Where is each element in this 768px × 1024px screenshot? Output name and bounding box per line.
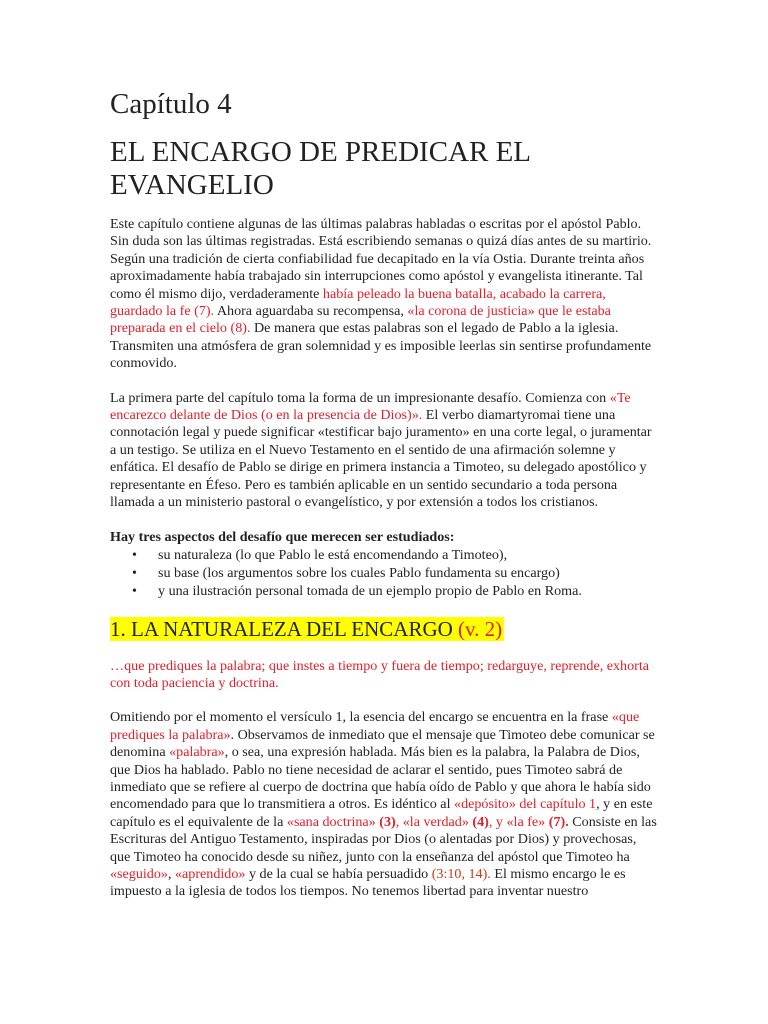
- chapter-title-line2: EVANGELIO: [110, 169, 274, 201]
- list-item-text: su naturaleza (lo que Pablo le está encomendando a Timoteo),: [158, 546, 508, 563]
- scripture-highlight: «palabra»: [169, 744, 225, 761]
- scripture-reference: (3:10, 14).: [431, 865, 491, 882]
- scripture-highlight: «seguido»: [110, 865, 168, 882]
- scripture-highlight: «Te encarezco delante de Dios (o en la presencia de Dios)».: [110, 389, 631, 424]
- list-item-text: su base (los argumentos sobre los cuales Pablo fundamenta su encargo): [158, 565, 560, 582]
- list-item: [132, 582, 658, 600]
- verse-number: (7).: [545, 813, 569, 830]
- text-run: El mismo encargo le es impuesto a la iglesia de todos los tiempos. No tenemos libertad para inventar nuestro: [110, 865, 626, 900]
- text-run: Ahora aguardaba su recompensa,: [214, 303, 408, 320]
- scripture-highlight: «aprendido»: [174, 865, 246, 882]
- text-run: ,: [167, 865, 175, 882]
- scripture-highlight: «depósito» del capítulo 1: [454, 796, 597, 813]
- text-run: Este capítulo contiene algunas de las últimas palabras habladas o escritas por el apóstol Pablo. Sin duda son las últimas registradas. Está escribiendo semanas o quizá días antes de su martirio. Según una tradición de cierta confiabilidad fue decapitado en la vía Ostia. Durante treinta años aproximadamente había trabajado sin interrupciones como apóstol y evangelista itinerante. Tal como él mismo dijo, verdaderamente: [110, 216, 652, 302]
- scripture-highlight: «la verdad»: [402, 813, 469, 830]
- bullet-icon: •: [132, 583, 137, 600]
- paragraph-challenge: [110, 390, 658, 512]
- text-run: ,: [395, 813, 403, 830]
- scripture-quote: …que prediques la palabra; que instes a tiempo y fuera de tiempo; redarguye, reprende, exhorta con toda paciencia y doctrina.: [110, 657, 650, 691]
- bullet-icon: •: [132, 565, 137, 582]
- section-gap: [110, 601, 658, 617]
- paragraph-intro: [110, 216, 658, 373]
- document-content: [110, 86, 658, 901]
- text-run: De manera que estas palabras son el legado de Pablo a la iglesia. Transmiten una atmósfera de gran solemnidad y es imposible leerlas sin sentirse profundamente conmovido.: [110, 320, 652, 372]
- section-verse-ref: (v. 2): [458, 616, 503, 641]
- text-run: . Observamos de inmediato que el mensaje que Timoteo debe comunicar se denomina: [110, 726, 655, 761]
- text-run: La primera parte del capítulo toma la forma de un impresionante desafío. Comienza con: [110, 389, 610, 406]
- section-heading-nature: [110, 617, 504, 641]
- paragraph-essence: [110, 709, 658, 900]
- list-item-text: y una ilustración personal tomada de un ejemplo propio de Pablo en Roma.: [158, 583, 582, 600]
- scripture-highlight: «la fe»: [506, 813, 546, 830]
- text-run: , y en este capítulo es el equivalente de la: [110, 796, 653, 830]
- paragraph-gap: [110, 373, 658, 390]
- text-run: El verbo diamartyromai tiene una connotación legal y puede significar «testificar bajo juramento» en una corte legal, o juramentar a un testigo. Se utiliza en el Nuevo Testamento en el sentido de una afirmación solemne y enfática. El desafío de Pablo se dirige en primera instancia a Timoteo, su delegado apostólico y representante en Éfeso. Pero es también aplicable en un sentido secundario a toda persona llamada a un ministerio pastoral o evangelístico, y por extensión a todos los cristianos.: [110, 407, 652, 511]
- chapter-title: [110, 136, 658, 202]
- scripture-highlight: «que prediques la palabra»: [110, 709, 640, 743]
- list-item: [132, 546, 658, 564]
- verse-number: (3): [375, 813, 396, 830]
- list-item: [132, 564, 658, 582]
- chapter-heading: Capítulo 4: [110, 88, 232, 120]
- scripture-highlight: «sana doctrina»: [286, 813, 376, 830]
- aspects-list: [110, 546, 658, 601]
- verse-number: (4): [468, 813, 489, 830]
- bullet-icon: •: [132, 546, 137, 563]
- scripture-highlight: había peleado la buena batalla, acabado la carrera, guardado la fe (7).: [110, 285, 606, 320]
- text-run: Consiste en las Escrituras del Antiguo Testamento, inspiradas por Dios (o alentadas por Dios) y provechosas, que Timoteo ha conocido desde su niñez, junto con la enseñanza del apóstol que Timoteo ha: [110, 813, 657, 865]
- text-run: , y: [488, 813, 507, 830]
- paragraph-gap: [110, 512, 658, 529]
- text-run: Omitiendo por el momento el versículo 1, la esencia del encargo se encuentra en la frase: [110, 709, 612, 726]
- paragraph-gap: [110, 692, 658, 709]
- scripture-highlight: «la corona de justicia» que le estaba preparada en el cielo (8).: [110, 303, 611, 337]
- section-heading-text: 1. LA NATURALEZA DEL ENCARGO: [110, 616, 459, 641]
- text-run: , o sea, una expresión hablada. Más bien es la palabra, la Palabra de Dios, que Dios ha hablado. Pablo no tiene necesidad de aclarar el sentido, pues Timoteo sabrá de inmediato que se refiere al cuerpo de doctrina que había oído de Pablo y que ahora le había sido encomendado para que lo transmitiera a otros. Es idéntico al: [110, 744, 651, 813]
- chapter-title-line1: EL ENCARGO DE PREDICAR EL: [110, 136, 532, 168]
- text-run: y de la cual se había persuadido: [245, 865, 432, 882]
- aspects-heading: Hay tres aspectos del desafío que merecen ser estudiados:: [110, 528, 455, 545]
- section-gap: [110, 641, 658, 658]
